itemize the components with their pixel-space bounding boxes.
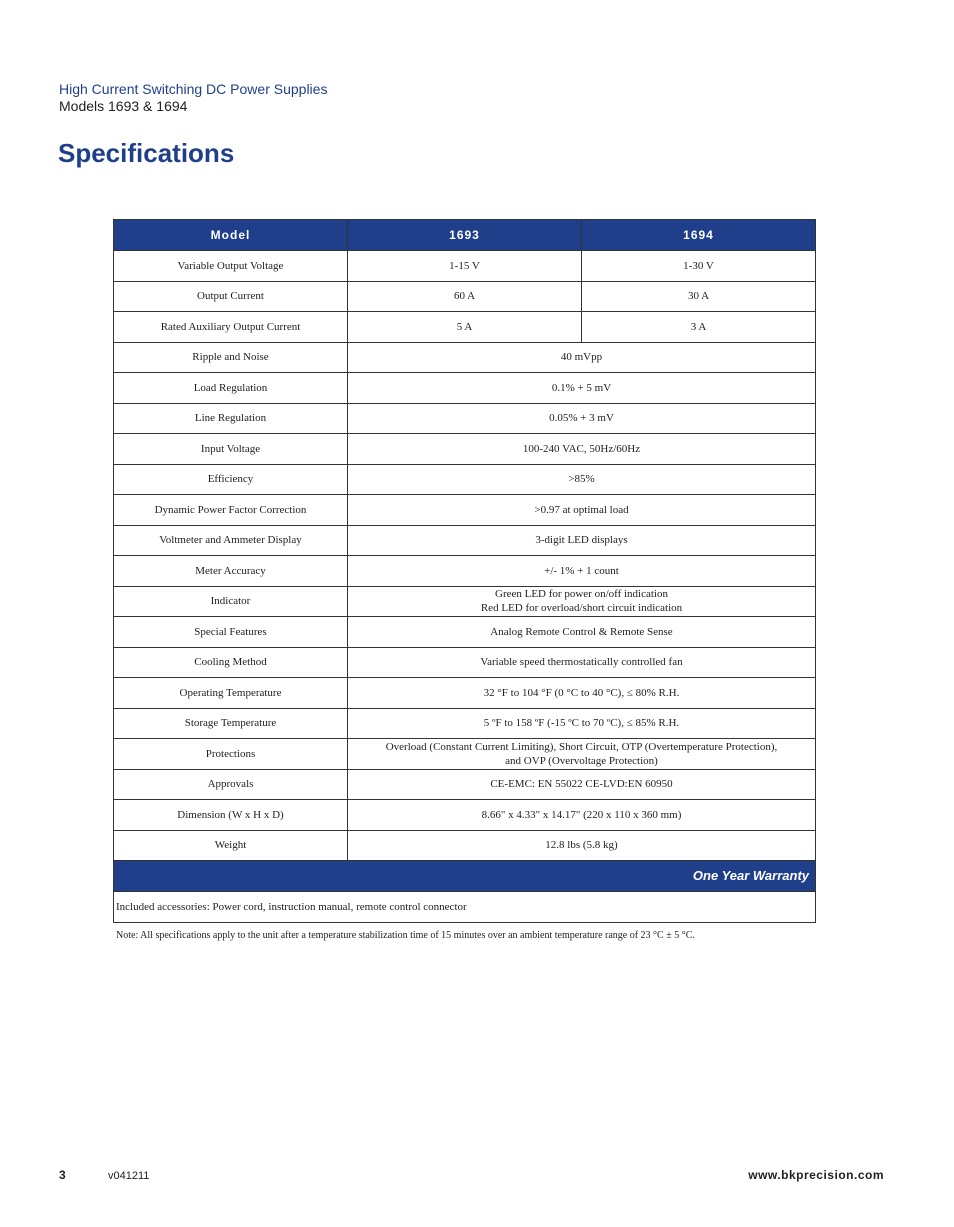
spec-value-line: and OVP (Overvoltage Protection) [505,754,658,767]
spec-label: Meter Accuracy [114,556,348,587]
table-row [114,434,816,465]
table-row [114,464,816,495]
spec-value: Variable speed thermostatically controlled fan [348,647,816,678]
specifications-note: Note: All specifications apply to the unit after a temperature stabilization time of 15 minutes over an ambient temperature range of 23 °C ± 5 °C. [116,930,695,941]
table-row [114,739,816,770]
spec-label: Storage Temperature [114,708,348,739]
warranty-row [114,861,816,892]
spec-label: Voltmeter and Ammeter Display [114,525,348,556]
table-row [114,769,816,800]
spec-value-1693: 60 A [348,281,582,312]
spec-value: 0.05% + 3 mV [348,403,816,434]
spec-label: Variable Output Voltage [114,251,348,282]
spec-value-1694: 30 A [582,281,816,312]
header-product-line: High Current Switching DC Power Supplies [59,81,328,97]
spec-label: Special Features [114,617,348,648]
spec-value: 12.8 lbs (5.8 kg) [348,830,816,861]
accessories-row [114,892,816,923]
document-version: v041211 [108,1170,150,1182]
spec-value [348,739,816,770]
table-row [114,403,816,434]
table-row [114,647,816,678]
table-row [114,830,816,861]
spec-label: Efficiency [114,464,348,495]
table-row [114,373,816,404]
table-row [114,312,816,343]
page-title: Specifications [58,138,235,168]
spec-label: Output Current [114,281,348,312]
spec-value-line: Green LED for power on/off indication [495,588,668,601]
spec-value-1694: 1-30 V [582,251,816,282]
spec-value: 3-digit LED displays [348,525,816,556]
spec-label: Dimension (W x H x D) [114,800,348,831]
spec-label: Load Regulation [114,373,348,404]
spec-value: >85% [348,464,816,495]
table-row [114,342,816,373]
spec-value: 100-240 VAC, 50Hz/60Hz [348,434,816,465]
spec-value: CE-EMC: EN 55022 CE-LVD:EN 60950 [348,769,816,800]
spec-value-line: Red LED for overload/short circuit indication [480,602,683,615]
spec-value: 8.66" x 4.33" x 14.17" (220 x 110 x 360 mm) [348,800,816,831]
table-row [114,281,816,312]
spec-label: Rated Auxiliary Output Current [114,312,348,343]
table-row [114,800,816,831]
spec-value: >0.97 at optimal load [348,495,816,526]
spec-value: 0.1% + 5 mV [348,373,816,404]
spec-value-line: Overload (Constant Current Limiting), Short Circuit, OTP (Overtemperature Protection), [385,740,778,753]
specifications-table [113,219,816,923]
spec-label: Operating Temperature [114,678,348,709]
spec-value: 5 ºF to 158 ºF (-15 ºC to 70 ºC), ≤ 85% R.H. [348,708,816,739]
column-header-1694: 1694 [582,220,816,251]
spec-value [348,586,816,617]
page-number: 3 [59,1168,66,1182]
spec-label: Protections [114,739,348,770]
spec-label: Indicator [114,586,348,617]
table-row [114,617,816,648]
spec-value: 40 mVpp [348,342,816,373]
spec-label: Line Regulation [114,403,348,434]
table-row [114,251,816,282]
spec-value: Analog Remote Control & Remote Sense [348,617,816,648]
spec-value-1693: 5 A [348,312,582,343]
spec-value: +/- 1% + 1 count [348,556,816,587]
spec-value-1694: 3 A [582,312,816,343]
spec-label: Input Voltage [114,434,348,465]
spec-label: Approvals [114,769,348,800]
table-row [114,678,816,709]
column-header-model: Model [114,220,348,251]
spec-label: Cooling Method [114,647,348,678]
included-accessories: Included accessories: Power cord, instruction manual, remote control connector [114,892,816,923]
spec-label: Dynamic Power Factor Correction [114,495,348,526]
column-header-1693: 1693 [348,220,582,251]
header-models: Models 1693 & 1694 [59,98,188,114]
table-row [114,708,816,739]
spec-value-1693: 1-15 V [348,251,582,282]
warranty-label: One Year Warranty [114,861,816,892]
spec-label: Ripple and Noise [114,342,348,373]
spec-value: 32 °F to 104 °F (0 °C to 40 °C), ≤ 80% R.H. [348,678,816,709]
spec-label: Weight [114,830,348,861]
table-header-row [114,220,816,251]
table-row [114,495,816,526]
website-url: www.bkprecision.com [748,1168,884,1182]
table-row [114,525,816,556]
table-row [114,556,816,587]
table-row [114,586,816,617]
